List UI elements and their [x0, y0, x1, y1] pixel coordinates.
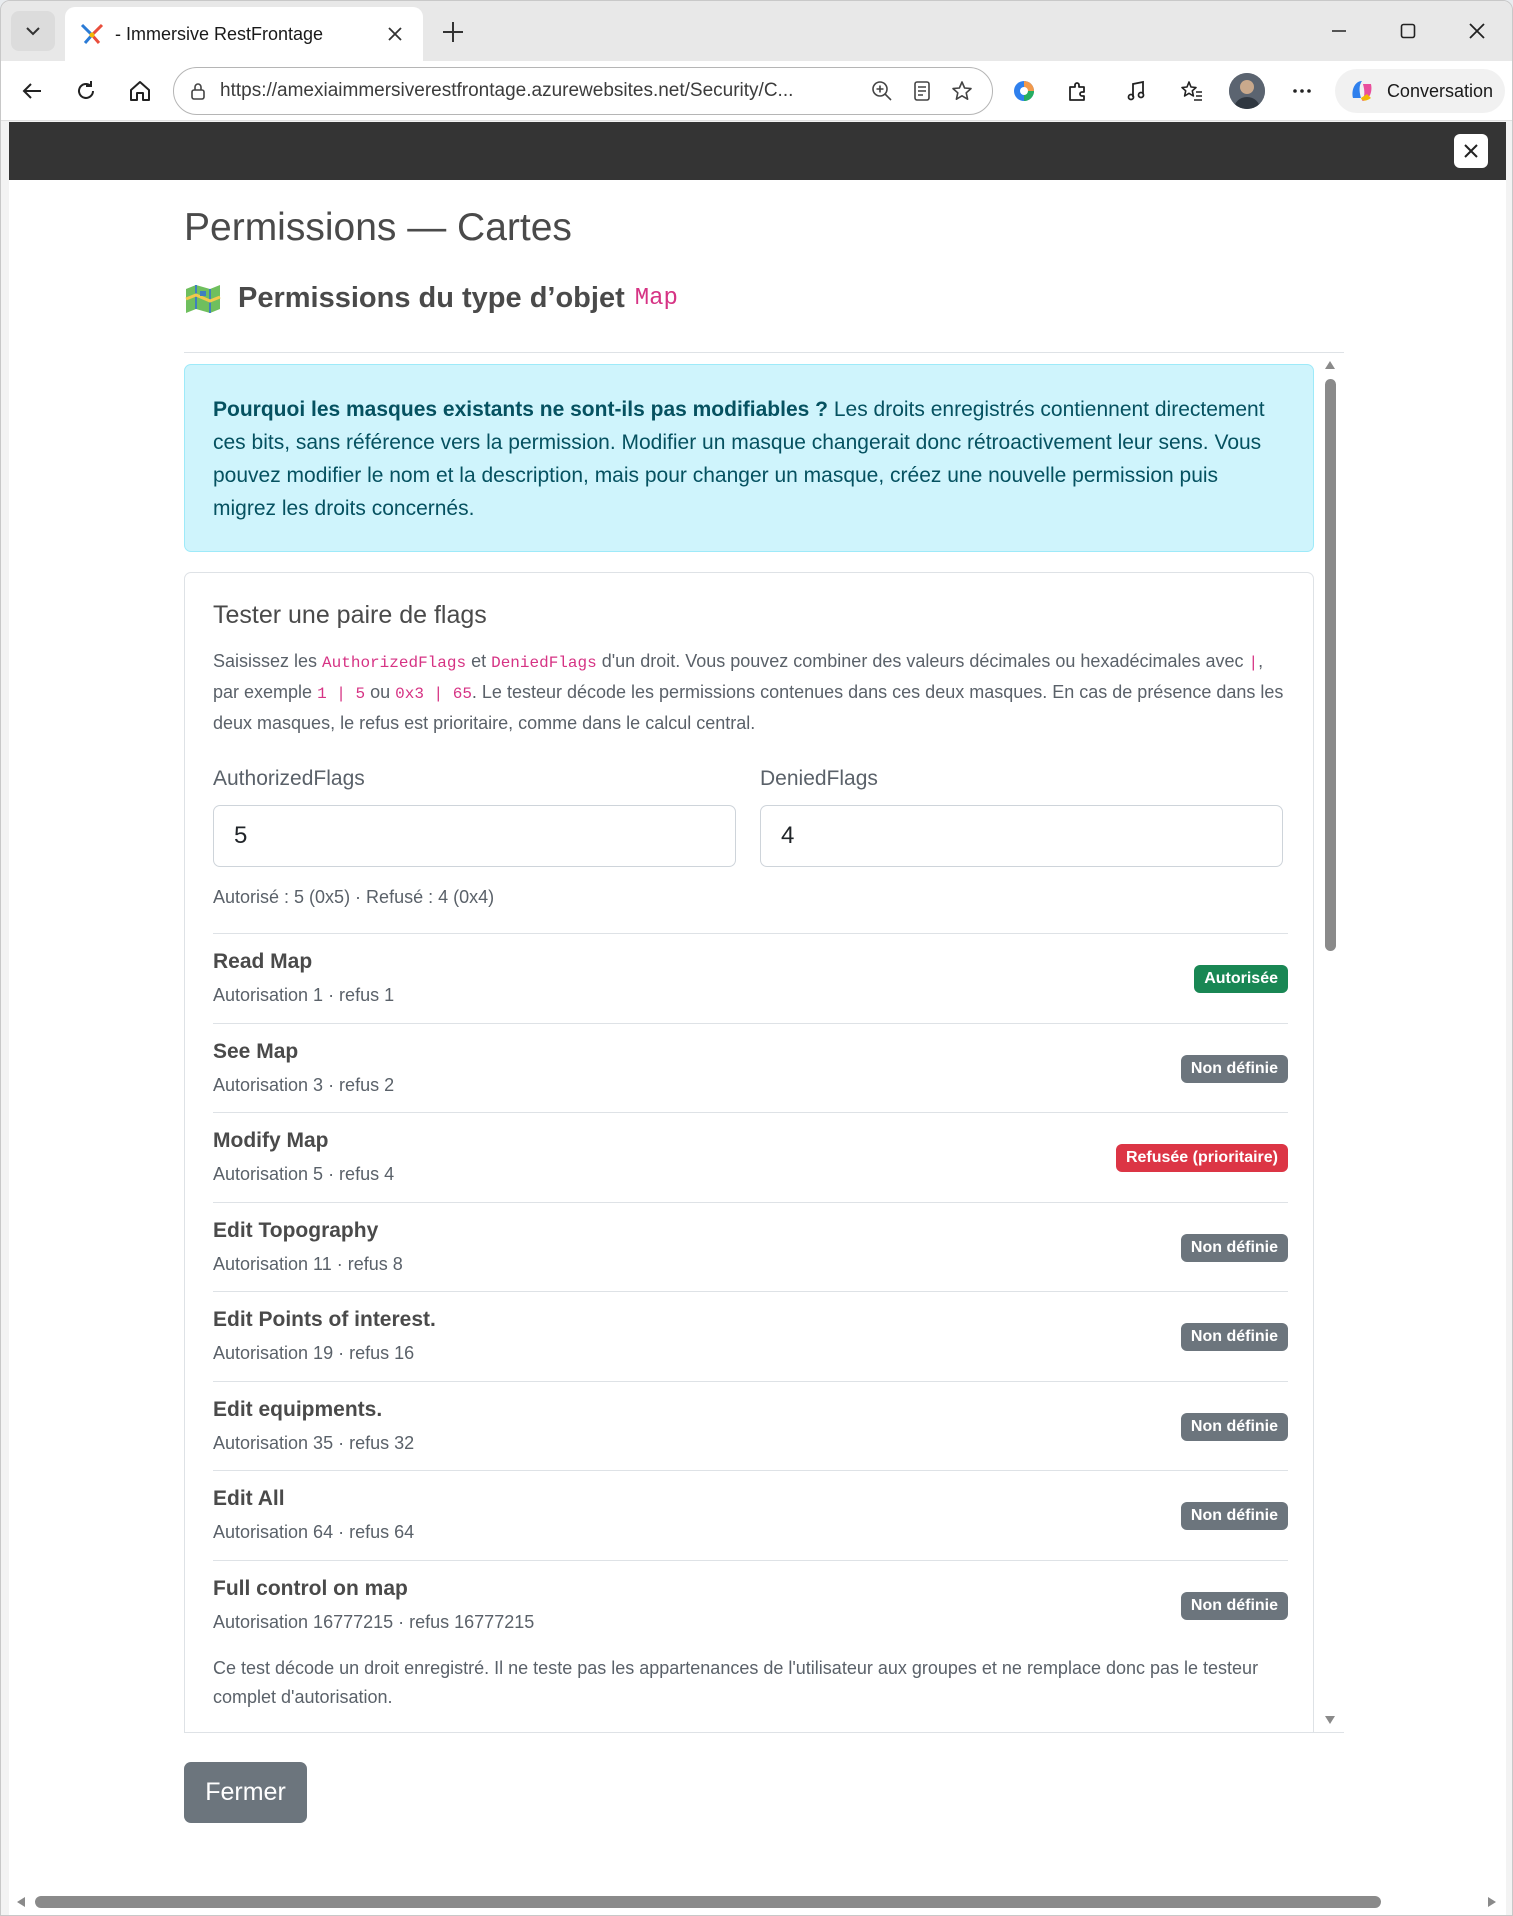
- status-badge: Autorisée: [1194, 965, 1288, 993]
- desc-text: . Le testeur décode les permissions contenues dans ces deux masques. En cas de présence dans les deux masques, le refus est prioritaire, comme dans le calcul central.: [213, 682, 1284, 733]
- permission-list: [213, 933, 1288, 1649]
- more-horizontal-icon: [1291, 80, 1313, 102]
- list-item: [213, 1291, 1288, 1381]
- decoded-flags-summary: Autorisé : 5 (0x5) · Refusé : 4 (0x4): [213, 887, 495, 907]
- favorite-button[interactable]: [942, 71, 982, 111]
- scroll-down-icon[interactable]: [1325, 1716, 1335, 1724]
- star-icon: [951, 80, 973, 102]
- close-icon: [1463, 143, 1479, 159]
- card-description: [213, 647, 1288, 738]
- zoom-button[interactable]: [862, 71, 902, 111]
- user-avatar-icon: [1229, 73, 1265, 109]
- permission-name: Edit Topography: [213, 1218, 379, 1242]
- settings-menu-button[interactable]: [1281, 70, 1323, 112]
- desc-text: et: [466, 651, 492, 671]
- permission-name: See Map: [213, 1039, 299, 1063]
- alert-bold-text: Pourquoi les masques existants ne sont-ils pas modifiables ?: [213, 398, 828, 421]
- permission-name: Edit equipments.: [213, 1397, 383, 1421]
- zoom-in-icon: [871, 80, 893, 102]
- chevron-down-icon: [24, 22, 42, 40]
- favorites-button[interactable]: [1171, 70, 1213, 112]
- section-title: [184, 282, 678, 315]
- media-control-button[interactable]: [1115, 70, 1157, 112]
- tester-note: Ce test décode un droit enregistré. Il ne teste pas les appartenances de l'utilisateur aux groupes et ne remplace donc pas le testeur complet d'autorisation.: [213, 1658, 1259, 1707]
- permission-detail: Autorisation 1 · refus 1: [213, 985, 395, 1005]
- desc-text: ou: [365, 682, 396, 702]
- list-item: [213, 1381, 1288, 1471]
- permission-detail: Autorisation 64 · refus 64: [213, 1522, 415, 1542]
- modal-header-bar: [9, 122, 1506, 180]
- url-text[interactable]: https://amexiaimmersiverestfrontage.azurewebsites.net/Security/C...: [220, 80, 794, 101]
- desc-text: Saisissez les: [213, 651, 323, 671]
- object-type-code: Map: [634, 285, 678, 312]
- copilot-icon: [1347, 76, 1377, 106]
- map-icon: [184, 283, 222, 315]
- permission-detail: Autorisation 11 · refus 8: [213, 1253, 403, 1274]
- extensions-button[interactable]: [1057, 70, 1099, 112]
- permission-detail: Autorisation 35 · refus 32: [213, 1432, 415, 1453]
- card-title: Tester une paire de flags: [213, 601, 487, 629]
- status-badge: Non définie: [1181, 1413, 1288, 1441]
- status-badge: Non définie: [1181, 1592, 1288, 1620]
- reload-button[interactable]: [65, 70, 107, 112]
- favorites-list-icon: [1180, 79, 1204, 103]
- permission-detail: Autorisation 3 · refus 2: [213, 1074, 395, 1095]
- status-badge: Non définie: [1181, 1323, 1288, 1351]
- page-viewport: [9, 122, 1506, 1916]
- close-icon: [1468, 22, 1486, 40]
- app-favicon-icon: [79, 21, 105, 47]
- reload-icon: [74, 79, 98, 103]
- browser-toolbar: [1, 61, 1512, 121]
- puzzle-icon: [1066, 79, 1090, 103]
- denied-flags-input[interactable]: [760, 805, 1283, 867]
- scroll-up-icon[interactable]: [1325, 361, 1335, 369]
- window-close-button[interactable]: [1445, 9, 1509, 53]
- scrollbar-thumb[interactable]: [35, 1896, 1381, 1908]
- horizontal-scrollbar[interactable]: [9, 1890, 1506, 1914]
- scroll-left-icon[interactable]: [17, 1897, 25, 1907]
- maximize-icon: [1400, 23, 1416, 39]
- code-authorized-flags: AuthorizedFlags: [322, 654, 467, 672]
- permission-detail: Autorisation 5 · refus 4: [213, 1164, 395, 1184]
- status-badge: Non définie: [1181, 1055, 1288, 1083]
- close-button[interactable]: Fermer: [184, 1762, 307, 1823]
- code-denied-flags: DeniedFlags: [491, 654, 597, 672]
- status-badge: Non définie: [1181, 1234, 1288, 1262]
- status-badge: Refusée (prioritaire): [1116, 1144, 1288, 1172]
- authorized-flags-label: AuthorizedFlags: [213, 767, 365, 790]
- home-icon: [128, 79, 152, 103]
- maximize-button[interactable]: [1376, 9, 1440, 53]
- permission-name: Read Map: [213, 950, 313, 973]
- modal-scroll-area[interactable]: [184, 352, 1344, 1733]
- flags-tester-card: [184, 572, 1314, 1733]
- address-bar[interactable]: [173, 67, 993, 115]
- home-button[interactable]: [119, 70, 161, 112]
- permission-name: Edit All: [213, 1487, 285, 1510]
- list-item: [213, 1202, 1288, 1292]
- browser-essentials-button[interactable]: [1003, 70, 1045, 112]
- avatar[interactable]: [1229, 73, 1265, 109]
- list-item: [213, 1560, 1288, 1650]
- section-title-text: Permissions du type d’objet: [238, 282, 625, 314]
- browser-essentials-icon: [1011, 78, 1037, 104]
- browser-tab[interactable]: [65, 7, 423, 61]
- tab-title: - Immersive RestFrontage: [115, 23, 324, 44]
- site-info-icon[interactable]: [188, 81, 208, 101]
- code-example-1: 1 | 5: [317, 685, 366, 703]
- new-tab-button[interactable]: [433, 13, 473, 51]
- page-title: Permissions — Cartes: [184, 206, 572, 249]
- title-bar: [1, 1, 1512, 61]
- copilot-label: Conversation: [1386, 80, 1493, 101]
- arrow-left-icon: [20, 79, 44, 103]
- authorized-flags-input[interactable]: [213, 805, 736, 867]
- code-example-2: 0x3 | 65: [395, 685, 472, 703]
- status-badge: Non définie: [1181, 1502, 1288, 1530]
- desc-text: , par exemple: [213, 651, 1264, 702]
- alert-text: Les droits enregistrés contiennent directement ces bits, sans référence vers la permission. Modifier un masque changerait donc rétroactivement leur sens. Vous pouvez modifier le nom et la description, mais pour changer un masque, créez une nouvelle permission puis migrez les droits concernés.: [213, 398, 1265, 520]
- permission-detail: Autorisation 16777215 · refus 16777215: [213, 1611, 535, 1632]
- permission-name: Full control on map: [213, 1576, 408, 1600]
- minimize-icon: [1331, 23, 1347, 39]
- permission-name: Edit Points of interest.: [213, 1308, 436, 1331]
- denied-flags-label: DeniedFlags: [760, 767, 878, 790]
- list-item: [213, 933, 1288, 1023]
- reading-view-button[interactable]: [902, 71, 942, 111]
- tab-close-icon[interactable]: [381, 20, 409, 48]
- plus-icon: [442, 21, 464, 43]
- list-item: [213, 1112, 1288, 1202]
- minimize-button[interactable]: [1307, 9, 1371, 53]
- vertical-scrollbar[interactable]: [1321, 353, 1339, 1732]
- music-note-icon: [1124, 79, 1148, 103]
- reading-view-icon: [911, 80, 933, 102]
- tab-list-button[interactable]: [11, 11, 55, 51]
- list-item: [213, 1023, 1288, 1113]
- modal-close-button[interactable]: [1454, 134, 1488, 168]
- permission-name: Modify Map: [213, 1129, 329, 1152]
- permission-detail: Autorisation 19 · refus 16: [213, 1343, 415, 1363]
- code-pipe: |: [1248, 654, 1259, 672]
- back-button[interactable]: [11, 70, 53, 112]
- info-alert: [184, 364, 1314, 552]
- list-item: [213, 1470, 1288, 1560]
- desc-text: d'un droit. Vous pouvez combiner des valeurs décimales ou hexadécimales avec: [596, 651, 1249, 671]
- scroll-right-icon[interactable]: [1488, 1897, 1496, 1907]
- scrollbar-thumb[interactable]: [1325, 379, 1336, 951]
- copilot-button[interactable]: [1335, 69, 1505, 113]
